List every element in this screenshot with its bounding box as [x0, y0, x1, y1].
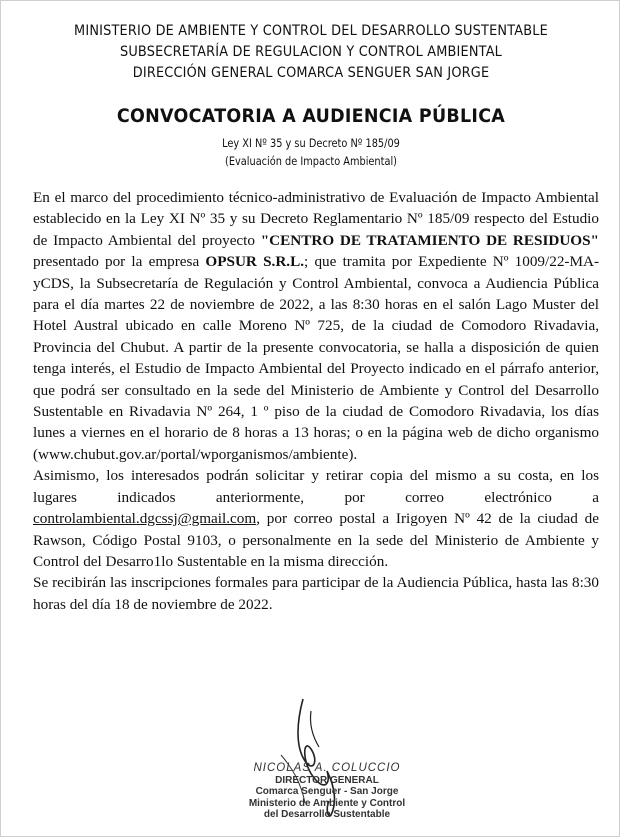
email-link[interactable]: controlambiental.dgcssj@gmail.com	[33, 510, 257, 528]
subtitle-scope: (Evaluación de Impacto Ambiental)	[225, 154, 397, 168]
signature-stamp	[247, 763, 407, 821]
stamp-line-ministry: Ministerio de Ambiente y Control	[248, 797, 406, 809]
stamp-line-development: del Desarrollo Sustentable	[263, 809, 391, 820]
paragraph-convocation	[33, 187, 599, 465]
paragraph-text: En el marco del procedimiento técnico-administrativo de Evaluación de Impacto Ambiental establecido en la Ley XI Nº 35 y su Decreto Reglamentario Nº 185/09 respecto del Estudio de Impacto Ambiental del proyecto	[33, 189, 599, 249]
header-ministry: MINISTERIO DE AMBIENTE Y CONTROL DEL DESARROLLO SUSTENTABLE	[74, 23, 548, 39]
company-name: OPSUR S.R.L.	[205, 253, 305, 271]
document-body	[33, 187, 599, 615]
signer-role: DIRECTOR GENERAL	[275, 774, 379, 786]
header-subsecretariat: SUBSECRETARÍA DE REGULACION Y CONTROL AMBIENTAL	[119, 44, 503, 60]
document-title: CONVOCATORIA A AUDIENCIA PÚBLICA	[116, 105, 506, 127]
paragraph-text: ; que tramita por Expediente Nº 1009/22-MA-yCDS, la Subsecretaría de Regulación y Control Ambiental, convoca a Audiencia Pública para el día martes 22 de noviembre de 2022, a las 8:30 horas en el salón Lago Muster del Hotel Austral ubicado en calle Moreno Nº 725, de la ciudad de Comodoro Rivadavia, Provincia del Chubut. A partir de la presente convocatoria, se halla a disposición de quien tenga interés, el Estudio de Impacto Ambiental del Proyecto indicado en el párrafo anterior, que podrá ser consultado en la sede del Ministerio de Ambiente y Control del Desarrollo Sustentable en Rivadavia Nº 264, 1 º piso de la ciudad de Comodoro Rivadavia, los días lunes a viernes en el horario de 8 horas a 13 horas; o en la página web de dicho organismo (www.chubut.gov.ar/portal/wporganismos/ambiente).	[33, 253, 600, 463]
paragraph-text: , por correo postal a Irigoyen Nº 42 de la ciudad de Rawson, Código Postal 9103, o personalmente en la sede del Ministerio de Ambiente y Control del Desarro1lo Sustentable en la misma dirección.	[33, 510, 599, 570]
signer-name: NICOLAS A. COLUCCIO	[253, 762, 401, 774]
paragraph-text: presentado por la empresa	[33, 253, 206, 271]
stamp-line-comarca: Comarca Senguer - San Jorge	[255, 786, 399, 797]
paragraph-text: Asimismo, los interesados podrán solicitar y retirar copia del mismo a su costa, en los lugares indicados anteriormente, por correo electrónico a	[33, 467, 599, 506]
paragraph-copies	[33, 465, 599, 572]
project-name: "CENTRO DE TRATAMIENTO DE RESIDUOS"	[260, 231, 599, 249]
paragraph-registration: Se recibirán las inscripciones formales para participar de la Audiencia Pública, hasta las 8:30 horas del día 18 de noviembre de 2022.	[33, 574, 599, 613]
header	[26, 21, 596, 84]
document-subtitle	[48, 134, 575, 170]
header-direction: DIRECCIÓN GENERAL COMARCA SENGUER SAN JORGE	[132, 65, 490, 81]
subtitle-law: Ley XI Nº 35 y su Decreto Nº 185/09	[222, 136, 400, 150]
